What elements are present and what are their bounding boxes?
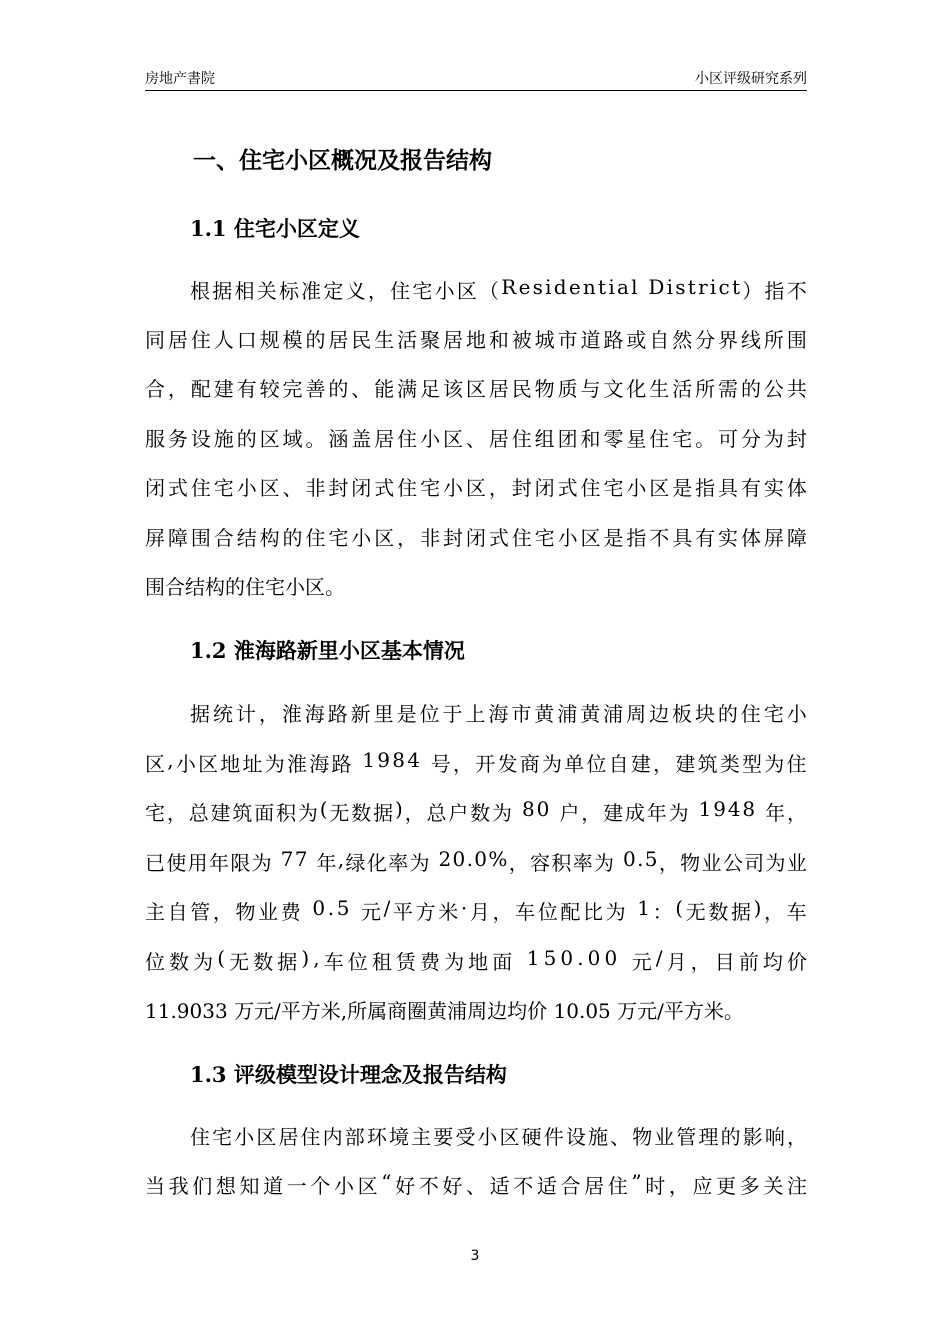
chapter-heading: 一、住宅小区概况及报告结构 (193, 147, 492, 174)
section-1-2-line: 宅 ， 总 建 筑 面 积 为 ( 无 数 据 ) ， 总 户 数 为 8 0 户 ， 建 成 年 为 1 9 4 8 年 ， (145, 797, 807, 825)
section-1-1-line: 合 ， 配 建 有 较 完 善 的 、 能 满 足 该 区 居 民 物 质 与 文 化 生 活 所 需 的 公 共 (145, 377, 807, 401)
section-1-2-line: 11.9033 万元/平方米,所属商圈黄浦周边均价 10.05 万元/平方米。 (145, 999, 744, 1023)
header-series-title: 小区评级研究系列 (695, 71, 807, 87)
section-1-2-line: 据 统 计 ， 淮 海 路 新 里 是 位 于 上 海 市 黄 浦 黄 浦 周 边 板 块 的 住 宅 小 (190, 702, 807, 726)
section-1-1-line: 围合结构的住宅小区。 (145, 575, 345, 599)
header-publisher: 房地产書院 (145, 71, 215, 87)
section-1-3-title: 1.3 评级模型设计理念及报告结构 (190, 1062, 507, 1087)
section-1-1-line: 服 务 设 施 的 区 域 。 涵 盖 居 住 小 区 、 居 住 组 团 和 零 星 住 宅 。 可 分 为 封 (145, 427, 807, 451)
section-1-1-line: 同 居 住 人 口 规 模 的 居 民 生 活 聚 居 地 和 被 城 市 道 路 或 自 然 分 界 线 所 围 (145, 328, 807, 352)
section-1-2-line: 已 使 用 年 限 为 7 7 年 , 绿 化 率 为 2 0 . 0 % ， 容 积 率 为 0 . 5 ， 物 业 公 司 为 业 (145, 847, 807, 875)
section-1-2-line: 区 , 小 区 地 址 为 淮 海 路 1 9 8 4 号 ， 开 发 商 为 单 位 自 建 ， 建 筑 类 型 为 住 (145, 748, 807, 776)
section-1-3-line: 当 我 们 想 知 道 一 个 小 区 “ 好 不 好 、 适 不 适 合 居 住 ” 时 ， 应 更 多 关 注 (145, 1170, 807, 1198)
section-1-2-line: 位 数 为 ( 无 数 据 ) , 车 位 租 赁 费 为 地 面 1 5 0 . 0 0 元 / 月 ， 目 前 均 价 (145, 946, 807, 974)
section-1-3-line: 住 宅 小 区 居 住 内 部 环 境 主 要 受 小 区 硬 件 设 施 、 物 业 管 理 的 影 响 ， (190, 1125, 807, 1149)
section-1-1-title: 1.1 住宅小区定义 (190, 216, 360, 241)
section-1-2-line: 主 自 管 ， 物 业 费 0 . 5 元 / 平 方 米 · 月 ， 车 位 配 比 为 1 ： ( 无 数 据 ) ， 车 (145, 896, 807, 924)
section-1-1-line: 根 据 相 关 标 准 定 义 ， 住 宅 小 区 （ R e s i d e n t i a l D i s t r i c t ） 指 不 (190, 275, 807, 303)
section-1-2-title: 1.2 淮海路新里小区基本情况 (190, 638, 465, 663)
section-1-1-line: 闭 式 住 宅 小 区 、 非 封 闭 式 住 宅 小 区 ， 封 闭 式 住 宅 小 区 是 指 具 有 实 体 (145, 476, 807, 500)
page-number: 3 (470, 1248, 480, 1264)
section-1-1-line: 屏 障 围 合 结 构 的 住 宅 小 区 ， 非 封 闭 式 住 宅 小 区 是 指 不 具 有 实 体 屏 障 (145, 526, 807, 550)
page-header (145, 64, 807, 91)
